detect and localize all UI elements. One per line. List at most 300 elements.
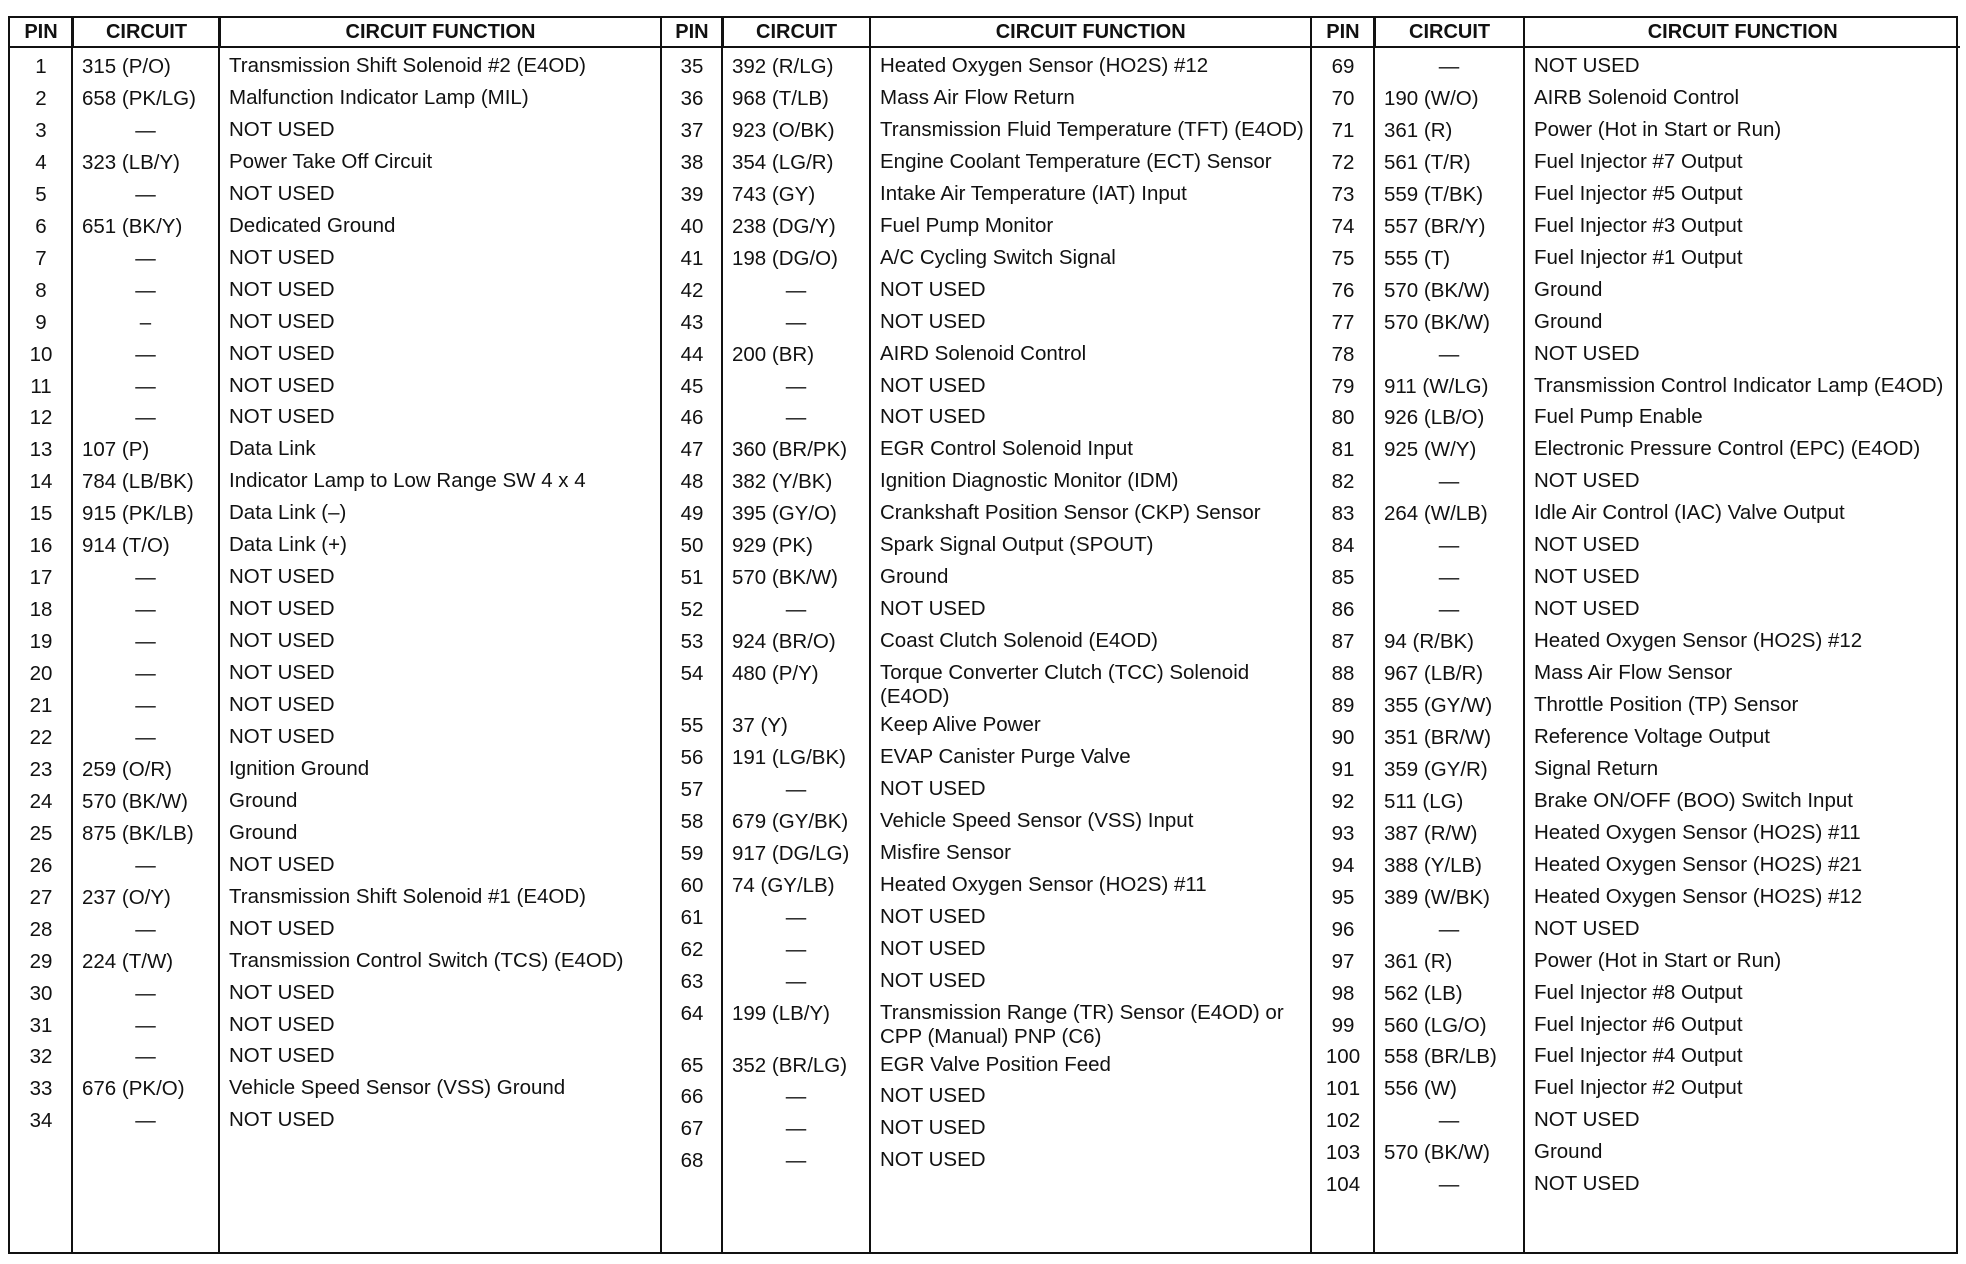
circuit-code: — [785, 1117, 807, 1141]
circuit-function: NOT USED [229, 277, 335, 301]
pin-number: 90 [1331, 725, 1355, 749]
pin-number: 61 [680, 905, 704, 929]
pin-number: 28 [29, 917, 53, 941]
pin-number: 11 [30, 374, 52, 398]
circuit-function: NOT USED [880, 373, 986, 397]
pin-number: 96 [1331, 917, 1355, 941]
circuit-code: 361 (R) [1384, 949, 1453, 973]
table-header [662, 18, 1310, 48]
pin-number: 3 [35, 118, 47, 142]
pin-number: 70 [1331, 86, 1355, 110]
circuit-code: — [785, 777, 807, 801]
circuit-function: Vehicle Speed Sensor (VSS) Input [880, 808, 1194, 832]
pin-number: 94 [1331, 853, 1355, 877]
circuit-function: Intake Air Temperature (IAT) Input [880, 181, 1187, 205]
pin-number: 67 [680, 1117, 704, 1141]
circuit-code: 315 (P/O) [82, 55, 171, 78]
circuit-function: Transmission Control Switch (TCS) (E4OD) [229, 948, 624, 972]
pin-number: 59 [680, 841, 704, 865]
pin-number: 63 [680, 969, 704, 993]
circuit-code: – [139, 310, 152, 334]
pin-number: 1 [35, 55, 47, 78]
pin-number: 33 [29, 1077, 53, 1101]
circuit-code: 395 (GY/O) [732, 502, 837, 526]
pin-number: 29 [29, 949, 53, 973]
circuit-function: NOT USED [229, 693, 335, 716]
circuit-code: 743 (GY) [732, 182, 816, 206]
circuit-function: Torque Converter Clutch (TCC) Solenoid (E4OD) [880, 661, 1250, 709]
pin-number: 17 [29, 566, 53, 590]
circuit-function: Mass Air Flow Return [880, 85, 1075, 109]
circuit-function: Heated Oxygen Sensor (HO2S) #11 [880, 872, 1207, 896]
circuit-code: — [135, 1109, 156, 1133]
circuit-code: 560 (LG/O) [1384, 1013, 1487, 1037]
circuit-code: 925 (W/Y) [1384, 438, 1477, 462]
circuit-code: 94 (R/BK) [1384, 630, 1474, 654]
pin-number: 45 [680, 374, 704, 398]
circuit-function: Transmission Shift Solenoid #1 (E4OD) [229, 884, 586, 908]
circuit-code: 37 (Y) [732, 714, 788, 737]
circuit-code: 264 (W/LB) [1384, 502, 1488, 526]
circuit-function: Fuel Injector #2 Output [1534, 1076, 1743, 1100]
circuit-function: NOT USED [880, 1084, 986, 1108]
circuit-code: 676 (PK/O) [82, 1077, 185, 1101]
circuit-code: 354 (LG/R) [732, 150, 834, 174]
circuit-code: — [135, 981, 156, 1005]
pin-number: 56 [680, 745, 704, 769]
circuit-function: NOT USED [229, 341, 335, 365]
circuit-function: NOT USED [229, 980, 335, 1004]
circuit-function: NOT USED [880, 597, 986, 621]
circuit-code: 784 (LB/BK) [82, 470, 194, 494]
pin-number: 72 [1331, 150, 1355, 174]
circuit-code: 360 (BR/PK) [732, 438, 848, 462]
circuit-function: NOT USED [229, 117, 335, 141]
circuit-code: 387 (R/W) [1384, 821, 1478, 845]
pin-number: 85 [1331, 566, 1355, 590]
circuit-function: NOT USED [229, 597, 335, 621]
circuit-function: NOT USED [1534, 54, 1640, 77]
pin-number: 12 [29, 406, 53, 430]
pin-number: 81 [1331, 438, 1355, 462]
pin-number: 71 [1331, 118, 1355, 142]
pin-number: 55 [680, 714, 704, 737]
circuit-code: 259 (O/R) [82, 757, 172, 781]
pin-number: 27 [29, 885, 53, 909]
circuit-function: NOT USED [880, 277, 986, 301]
pin-number: 68 [680, 1149, 704, 1173]
circuit-function: NOT USED [229, 565, 335, 589]
table-header [1312, 18, 1960, 48]
pin-number: 20 [29, 662, 53, 686]
circuit-function: Fuel Injector #3 Output [1534, 213, 1743, 237]
circuit-function: Ground [880, 565, 949, 589]
pin-number: 50 [680, 534, 704, 558]
pin-number: 8 [35, 278, 47, 302]
pin-number: 93 [1331, 821, 1355, 845]
pin-number: 97 [1331, 949, 1355, 973]
circuit-code: 570 (BK/W) [732, 566, 838, 590]
circuit-code: 875 (BK/LB) [82, 821, 194, 845]
circuit-code: — [785, 598, 807, 622]
table-panel-pins-69-104 [1310, 18, 1960, 1252]
circuit-code: — [135, 917, 156, 941]
circuit-code: 911 (W/LG) [1384, 374, 1489, 398]
circuit-function: NOT USED [229, 629, 335, 653]
pin-number: 16 [29, 534, 53, 558]
circuit-function: Transmission Shift Solenoid #2 (E4OD) [229, 54, 586, 77]
circuit-code: 555 (T) [1384, 246, 1451, 270]
circuit-function: Transmission Range (TR) Sensor (E4OD) or CPP (Manual) PNP (C6) [880, 1000, 1284, 1048]
pin-number: 9 [35, 310, 47, 334]
header-circuit: CIRCUIT [72, 18, 219, 46]
pin-number: 62 [680, 937, 704, 961]
pin-number: 60 [680, 873, 704, 897]
circuit-code: 924 (BR/O) [732, 630, 836, 654]
pin-number: 15 [29, 502, 53, 526]
circuit-function: Ground [229, 820, 298, 844]
circuit-function: Throttle Position (TP) Sensor [1534, 693, 1799, 716]
pin-number: 41 [680, 246, 704, 270]
pin-number: 73 [1331, 182, 1355, 206]
circuit-function: Data Link (–) [229, 501, 347, 525]
circuit-code: — [1438, 566, 1460, 590]
pin-number: 49 [680, 502, 704, 526]
circuit-function: Indicator Lamp to Low Range SW 4 x 4 [229, 469, 586, 493]
circuit-code: 679 (GY/BK) [732, 809, 849, 833]
circuit-code: — [135, 630, 156, 654]
circuit-function: Transmission Fluid Temperature (TFT) (E4OD) [880, 117, 1304, 141]
circuit-code: 923 (O/BK) [732, 118, 835, 142]
circuit-code: — [135, 1013, 156, 1037]
pin-number: 104 [1325, 1173, 1361, 1197]
pin-number: 38 [680, 150, 704, 174]
circuit-function: Heated Oxygen Sensor (HO2S) #11 [1534, 820, 1861, 844]
pin-number: 22 [29, 725, 53, 749]
circuit-code: 389 (W/BK) [1384, 885, 1490, 909]
circuit-code: — [785, 905, 807, 929]
circuit-function: NOT USED [880, 1148, 986, 1172]
circuit-code: 558 (BR/LB) [1384, 1045, 1497, 1069]
pin-number: 18 [29, 598, 53, 622]
circuit-code: 570 (BK/W) [1384, 310, 1490, 334]
circuit-function: Heated Oxygen Sensor (HO2S) #12 [880, 54, 1209, 77]
circuit-code: 570 (BK/W) [1384, 1141, 1490, 1165]
circuit-code: 967 (LB/R) [1384, 662, 1484, 686]
pin-number: 69 [1331, 55, 1355, 78]
circuit-code: — [135, 374, 156, 398]
pin-number: 19 [29, 630, 53, 654]
circuit-code: 480 (P/Y) [732, 662, 819, 686]
circuit-function: Data Link (+) [229, 533, 347, 557]
circuit-function: NOT USED [1534, 565, 1640, 589]
table-panel-pins-35-68 [660, 18, 1310, 1252]
circuit-code: 968 (T/LB) [732, 86, 829, 110]
pin-number: 5 [35, 182, 47, 206]
pin-number: 52 [680, 598, 704, 622]
circuit-function: Heated Oxygen Sensor (HO2S) #12 [1534, 884, 1863, 908]
circuit-function: Reference Voltage Output [1534, 724, 1770, 748]
pin-number: 32 [29, 1045, 53, 1069]
circuit-code: — [1438, 470, 1460, 494]
pin-number: 84 [1331, 534, 1355, 558]
circuit-function: EGR Control Solenoid Input [880, 437, 1133, 461]
circuit-code: 557 (BR/Y) [1384, 214, 1486, 238]
circuit-code: 561 (T/R) [1384, 150, 1471, 174]
pin-number: 40 [680, 214, 704, 238]
pin-number: 80 [1331, 406, 1355, 430]
pin-number: 66 [680, 1085, 704, 1109]
header-circuit-function: CIRCUIT FUNCTION [1523, 18, 1960, 46]
circuit-function: NOT USED [229, 181, 335, 205]
circuit-code: 361 (R) [1384, 118, 1453, 142]
pin-number: 57 [680, 777, 704, 801]
pin-number: 103 [1325, 1141, 1361, 1165]
pin-number: 39 [680, 182, 704, 206]
circuit-function: Heated Oxygen Sensor (HO2S) #21 [1534, 852, 1863, 876]
circuit-code: — [785, 310, 807, 334]
circuit-function: NOT USED [229, 852, 335, 876]
circuit-code: — [135, 1045, 156, 1069]
circuit-function: Fuel Pump Enable [1534, 405, 1703, 429]
circuit-function: Ground [1534, 1140, 1603, 1164]
circuit-code: 323 (LB/Y) [82, 150, 180, 174]
pin-number: 77 [1331, 310, 1355, 334]
column-divider [869, 18, 871, 1252]
circuit-code: — [135, 246, 156, 270]
circuit-function: NOT USED [880, 968, 986, 992]
circuit-function: NOT USED [229, 405, 335, 429]
pin-number: 31 [29, 1013, 53, 1037]
circuit-function: Misfire Sensor [880, 840, 1012, 864]
circuit-function: Vehicle Speed Sensor (VSS) Ground [229, 1076, 566, 1100]
circuit-code: — [1438, 1173, 1460, 1197]
circuit-code: 200 (BR) [732, 342, 815, 366]
circuit-code: 224 (T/W) [82, 949, 174, 973]
pin-number: 6 [35, 214, 47, 238]
circuit-code: — [785, 278, 807, 302]
pin-number: 74 [1331, 214, 1355, 238]
circuit-function: NOT USED [229, 373, 335, 397]
pin-number: 51 [680, 566, 704, 590]
circuit-code: — [135, 725, 156, 749]
pin-number: 42 [680, 278, 704, 302]
pin-number: 35 [680, 55, 704, 78]
circuit-function: Fuel Injector #7 Output [1534, 149, 1743, 173]
circuit-code: 511 (LG) [1384, 789, 1464, 813]
header-pin: PIN [24, 21, 58, 43]
circuit-code: 351 (BR/W) [1384, 725, 1492, 749]
circuit-code: — [135, 853, 156, 877]
pin-number: 2 [35, 86, 47, 110]
circuit-code: — [135, 406, 156, 430]
pin-number: 83 [1331, 502, 1355, 526]
circuit-code: 198 (DG/O) [732, 246, 838, 270]
circuit-function: Ground [229, 788, 298, 812]
circuit-function: Crankshaft Position Sensor (CKP) Sensor [880, 501, 1261, 525]
circuit-code: — [785, 374, 807, 398]
pin-number: 54 [680, 662, 704, 686]
pin-number: 36 [680, 86, 704, 110]
pin-number: 101 [1325, 1077, 1361, 1101]
header-circuit: CIRCUIT [1374, 18, 1524, 46]
circuit-code: — [135, 342, 156, 366]
circuit-function: Mass Air Flow Sensor [1534, 661, 1733, 685]
circuit-code: — [1438, 917, 1460, 941]
circuit-code: — [785, 969, 807, 993]
circuit-function: NOT USED [1534, 1172, 1640, 1196]
pin-number: 58 [680, 809, 704, 833]
pin-number: 99 [1331, 1013, 1355, 1037]
circuit-function: Idle Air Control (IAC) Valve Output [1534, 501, 1845, 525]
pin-number: 91 [1331, 757, 1355, 781]
circuit-function: NOT USED [229, 661, 335, 685]
circuit-code: 238 (DG/Y) [732, 214, 836, 238]
circuit-function: NOT USED [229, 309, 335, 333]
circuit-function: Fuel Injector #8 Output [1534, 980, 1743, 1004]
pin-number: 46 [680, 406, 704, 430]
circuit-code: 190 (W/O) [1384, 86, 1479, 110]
pin-number: 21 [29, 694, 53, 717]
circuit-code: — [135, 694, 156, 717]
circuit-code: — [135, 118, 156, 142]
pin-number: 48 [680, 470, 704, 494]
circuit-function: Heated Oxygen Sensor (HO2S) #12 [1534, 629, 1863, 653]
circuit-code: — [135, 662, 156, 686]
circuit-function: NOT USED [880, 1116, 986, 1140]
circuit-code: — [135, 278, 156, 302]
circuit-function: NOT USED [880, 904, 986, 928]
header-circuit-function: CIRCUIT FUNCTION [869, 18, 1310, 46]
pin-number: 23 [29, 757, 53, 781]
circuit-function: AIRD Solenoid Control [880, 341, 1087, 365]
circuit-function: NOT USED [1534, 533, 1640, 557]
circuit-code: 352 (BR/LG) [732, 1053, 848, 1077]
circuit-function: NOT USED [1534, 597, 1640, 621]
pin-number: 13 [29, 438, 53, 462]
circuit-code: — [1438, 1109, 1460, 1133]
circuit-code: 651 (BK/Y) [82, 214, 183, 238]
circuit-code: 199 (LB/Y) [732, 1001, 830, 1025]
circuit-function: Data Link [229, 437, 316, 461]
pin-table [8, 16, 1958, 1254]
circuit-code: — [785, 937, 807, 961]
circuit-code: 191 (LG/BK) [732, 745, 846, 769]
circuit-function: NOT USED [1534, 469, 1640, 493]
circuit-function: Coast Clutch Solenoid (E4OD) [880, 629, 1159, 653]
circuit-function: Fuel Injector #1 Output [1534, 245, 1743, 269]
circuit-function: Malfunction Indicator Lamp (MIL) [229, 85, 529, 109]
pin-number: 100 [1325, 1045, 1361, 1069]
circuit-code: 658 (PK/LG) [82, 86, 196, 110]
circuit-code: 237 (O/Y) [82, 885, 171, 909]
pin-number: 98 [1331, 981, 1355, 1005]
circuit-function: Fuel Pump Monitor [880, 213, 1054, 237]
pin-number: 53 [680, 630, 704, 654]
pin-number: 24 [29, 789, 53, 813]
circuit-function: NOT USED [229, 724, 335, 748]
circuit-function: AIRB Solenoid Control [1534, 85, 1740, 109]
circuit-function: NOT USED [880, 405, 986, 429]
circuit-function: Keep Alive Power [880, 713, 1041, 736]
circuit-function: EVAP Canister Purge Valve [880, 744, 1131, 768]
circuit-code: 74 (GY/LB) [732, 873, 835, 897]
pin-number: 89 [1331, 694, 1355, 717]
pin-number: 14 [29, 470, 53, 494]
circuit-function: Fuel Injector #5 Output [1534, 181, 1743, 205]
circuit-code: 926 (LB/O) [1384, 406, 1485, 430]
circuit-function: A/C Cycling Switch Signal [880, 245, 1116, 269]
circuit-function: Fuel Injector #4 Output [1534, 1044, 1743, 1068]
header-circuit: CIRCUIT [722, 18, 870, 46]
circuit-function: NOT USED [229, 1108, 335, 1132]
circuit-code: — [1438, 598, 1460, 622]
circuit-function: Ignition Diagnostic Monitor (IDM) [880, 469, 1179, 493]
pin-number: 44 [680, 342, 704, 366]
table-header [10, 18, 660, 48]
circuit-function: NOT USED [1534, 341, 1640, 365]
circuit-function: NOT USED [1534, 916, 1640, 940]
circuit-function: Ground [1534, 277, 1603, 301]
circuit-code: 392 (R/LG) [732, 55, 834, 78]
pin-number: 86 [1331, 598, 1355, 622]
circuit-function: Ground [1534, 309, 1603, 333]
pin-number: 37 [680, 118, 704, 142]
circuit-code: — [785, 1149, 807, 1173]
circuit-function: Transmission Control Indicator Lamp (E4OD) [1534, 373, 1944, 397]
circuit-code: — [785, 1085, 807, 1109]
pin-number: 10 [29, 342, 53, 366]
pin-number: 75 [1331, 246, 1355, 270]
circuit-function: NOT USED [229, 1012, 335, 1036]
circuit-function: NOT USED [880, 936, 986, 960]
circuit-code: 562 (LB) [1384, 981, 1463, 1005]
circuit-code: — [1438, 342, 1460, 366]
circuit-code: 382 (Y/BK) [732, 470, 833, 494]
circuit-function: Electronic Pressure Control (EPC) (E4OD) [1534, 437, 1921, 461]
circuit-code: — [135, 182, 156, 206]
circuit-code: 914 (T/O) [82, 534, 170, 558]
circuit-code: — [135, 566, 156, 590]
pin-number: 4 [35, 150, 47, 174]
circuit-code: — [785, 406, 807, 430]
circuit-code: 570 (BK/W) [1384, 278, 1490, 302]
circuit-function: Spark Signal Output (SPOUT) [880, 533, 1154, 557]
circuit-function: Power (Hot in Start or Run) [1534, 948, 1782, 972]
table-panel-pins-1-34 [10, 18, 660, 1252]
pin-number: 26 [29, 853, 53, 877]
column-divider [1523, 18, 1525, 1252]
pin-number: 47 [680, 438, 704, 462]
circuit-function: NOT USED [229, 245, 335, 269]
circuit-function: Power Take Off Circuit [229, 149, 433, 173]
circuit-function: NOT USED [880, 776, 986, 800]
circuit-code: 107 (P) [82, 438, 150, 462]
circuit-code: — [1438, 534, 1460, 558]
circuit-function: Dedicated Ground [229, 213, 396, 237]
circuit-function: NOT USED [229, 916, 335, 940]
header-pin: PIN [675, 21, 709, 43]
circuit-code: 929 (PK) [732, 534, 813, 558]
pin-number: 30 [29, 981, 53, 1005]
pin-number: 25 [29, 821, 53, 845]
pin-number: 76 [1331, 278, 1355, 302]
circuit-code: — [1438, 55, 1460, 78]
circuit-code: 559 (T/BK) [1384, 182, 1484, 206]
pin-number: 65 [680, 1053, 704, 1077]
circuit-code: 570 (BK/W) [82, 789, 188, 813]
pin-number: 92 [1331, 789, 1355, 813]
